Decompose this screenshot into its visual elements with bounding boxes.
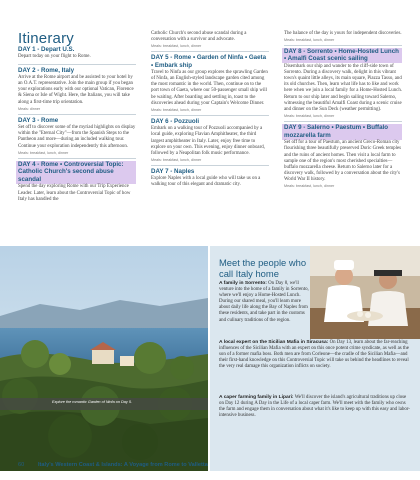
itinerary-column-2: [151, 30, 269, 189]
itinerary-column-3: [284, 30, 402, 188]
day-block: [284, 121, 402, 188]
day-title: DAY 2 - Rome, Italy: [18, 66, 75, 74]
divider: [284, 121, 402, 122]
day-title: DAY 7 - Naples: [151, 167, 195, 175]
day-block: [151, 51, 269, 112]
day-block: [18, 158, 136, 204]
panel-heading: [219, 257, 314, 279]
day-description: Explore Naples with a local guide who will take us on a walking tour of this elegant and dramatic city.: [151, 176, 261, 188]
day-block: [18, 46, 136, 61]
meals-info: Meals: breakfast, lunch, dinner: [151, 43, 202, 48]
garden-of-ninfa-photo: [0, 246, 208, 471]
meals-info: Meals: dinner: [18, 106, 41, 111]
panel-paragraph-lipari: [219, 395, 412, 419]
meals-info: Meals: breakfast, lunch, dinner: [18, 150, 69, 155]
day-title: DAY 6 - Pozzuoli: [151, 117, 200, 125]
paragraph-text: On Day 8, we'll venture into the home of a family in Sorrento, where we'll enjoy a Home-Hosted Lunch. During our shared meal, you'll learn more about daily life along the Bay of Naples from these residents, and take part in the customs and culinary traditions of the region.: [219, 281, 309, 323]
cooking-class-photo: [310, 246, 420, 339]
day-title: DAY 5 - Rome • Garden of Ninfa • Gaeta • Embark ship: [151, 53, 267, 69]
divider: [151, 115, 269, 116]
day-title: DAY 1 - Depart U.S.: [18, 46, 75, 53]
divider: [151, 51, 269, 52]
meals-info: Meals: breakfast, lunch, dinner: [284, 37, 335, 42]
day-description: Depart today on your flight to Rome.: [18, 54, 91, 60]
meals-info: Meals: breakfast, lunch, dinner: [284, 184, 335, 189]
day-title: DAY 9 - Salerno • Paestum • Buffalo mozzarella farm: [282, 124, 402, 140]
footer-title: Italy's Western Coast & Islands: A Voyage from Rome to Valletta: [38, 462, 208, 468]
day-description: Embark on a walking tour of Pozzuoli accompanied by a local guide, exploring Flavian Amphitheater, the third largest amphitheater in Italy. Later, enjoy free time to explore on your own. This evening, enjoy dinner onboard, followed by a Neapolitan folk music performance.: [151, 126, 265, 156]
panel-paragraph-sorrento: [219, 281, 311, 324]
page-title: Itinerary: [18, 30, 74, 47]
day-block: [151, 165, 269, 189]
day-description: The balance of the day is yours for independent discoveries.: [284, 30, 402, 36]
day-block: [151, 31, 269, 48]
day-description: Disembark our ship and wander to the cliff-side town of Sorrento. During a discovery walk, delight in this vibrant town's quaint little alleys, its main square, Piazza Tasso, and its old churches. Then, learn what life has to like and work here when we join a local family for a Home-Hosted Lunch. Return to our ship later and begin sailing toward Salerno, witnessing the beautiful Amalfi Coast during a scenic cruise and dinner on the Sun Deck (weather permitting).: [284, 63, 403, 113]
day-title: DAY 4 - Rome • Controversial Topic: Catholic Church's second abuse scandal: [16, 161, 136, 184]
divider: [151, 165, 269, 166]
day-block: [151, 115, 269, 162]
panel-paragraph-siracusa: [219, 340, 412, 370]
day-description: Arrive at the Rome airport and be assisted to your hotel by an O.A.T. representative. Join the main group if you began your explorations early with our optional Vatican, Florence & Siena or Isle of Wight. Here, the Italians, you will take along a first-time trip orientation.: [18, 74, 134, 105]
paragraph-text: On Day 13, learn about the far-reaching influences of the Sicilian Mafia with an expert on this once potent crime syndicate, as well as the son of a former mafia boss. Both men are from Corleone—the cradle of the Sicilian Mafia—and their first-hand knowledge on this Controversial Topic will take us behind the headlines to reveal the very real damage this organization inflicts on society.: [219, 340, 409, 370]
panel-heading-line-1: Meet the people who: [219, 257, 307, 268]
paragraph-lead: A family in Sorrento:: [219, 281, 267, 286]
page-number: 60: [18, 462, 25, 468]
day-description: Set off for a tour of Paestum, an ancient Greco-Roman city flourishing three beautifully preserved Doric Greek temples and the ruins of ancient homes. Then visit a local farm to sample one of the region's most cherished specialties—buffalo mozzarella cheese. Return to Salerno later for a discovery walk, followed by a conversation about the city's World War II history.: [284, 140, 402, 183]
day-description: Spend the day exploring Rome with our Trip Experience Leader. Later, learn about the Controversial Topic of how Italy has handled the: [18, 184, 131, 202]
day-title: DAY 3 - Rome: [18, 116, 59, 124]
day-description: Set off to discover some of the myriad highlights on display within the "Eternal City"—from the Spanish Steps to the Pantheon and more—during an included walking tour. Continue your exploration independently this afternoon.: [18, 124, 136, 149]
meals-info: Meals: breakfast, lunch, dinner: [284, 114, 335, 119]
itinerary-column-1: [18, 44, 136, 203]
photo-caption: Explore the romantic Garden of Ninfa on Day 5.: [52, 400, 132, 404]
day-description: Catholic Church's second abuse scandal during a conversation with a survivor and advocate.: [151, 30, 247, 42]
meals-info: Meals: breakfast, lunch, dinner: [151, 157, 202, 162]
paragraph-text: We'll discover the island's agricultural traditions up close on Day 12 during A Day in the Life of a local caper farm. We'll meet with the family who owns the farm and engage them in conversation about what it's like to keep up with this easy and labor-intensive business.: [219, 395, 410, 419]
divider: [284, 45, 402, 46]
meals-info: Meals: breakfast, lunch, dinner: [151, 107, 202, 112]
paragraph-lead: A caper farming family in Lipari:: [219, 395, 294, 400]
divider: [18, 158, 136, 159]
panel-heading-line-2: call Italy home: [219, 268, 279, 279]
day-description: Travel to Ninfa as our group explores the sprawling Garden of Ninfa, an English-styled landscape garden cited among the most romantic in the world. Then, continue on to the port town of Gaeta, where our 50-passenger small ship will be waiting. After boarding and settling in, toast to the discoveries ahead during your Captain's Welcome Dinner.: [151, 69, 268, 106]
day-block: [18, 64, 136, 111]
day-title: DAY 8 - Sorrento • Home-Hosted Lunch • Amalfi Coast scenic sailing: [282, 48, 402, 64]
day-block: [284, 45, 402, 119]
divider: [18, 64, 136, 65]
day-block: [284, 31, 402, 42]
paragraph-lead: A local expert on the Sicilian Mafia in Siracusa:: [219, 340, 329, 345]
day-block: [18, 114, 136, 155]
divider: [18, 114, 136, 115]
